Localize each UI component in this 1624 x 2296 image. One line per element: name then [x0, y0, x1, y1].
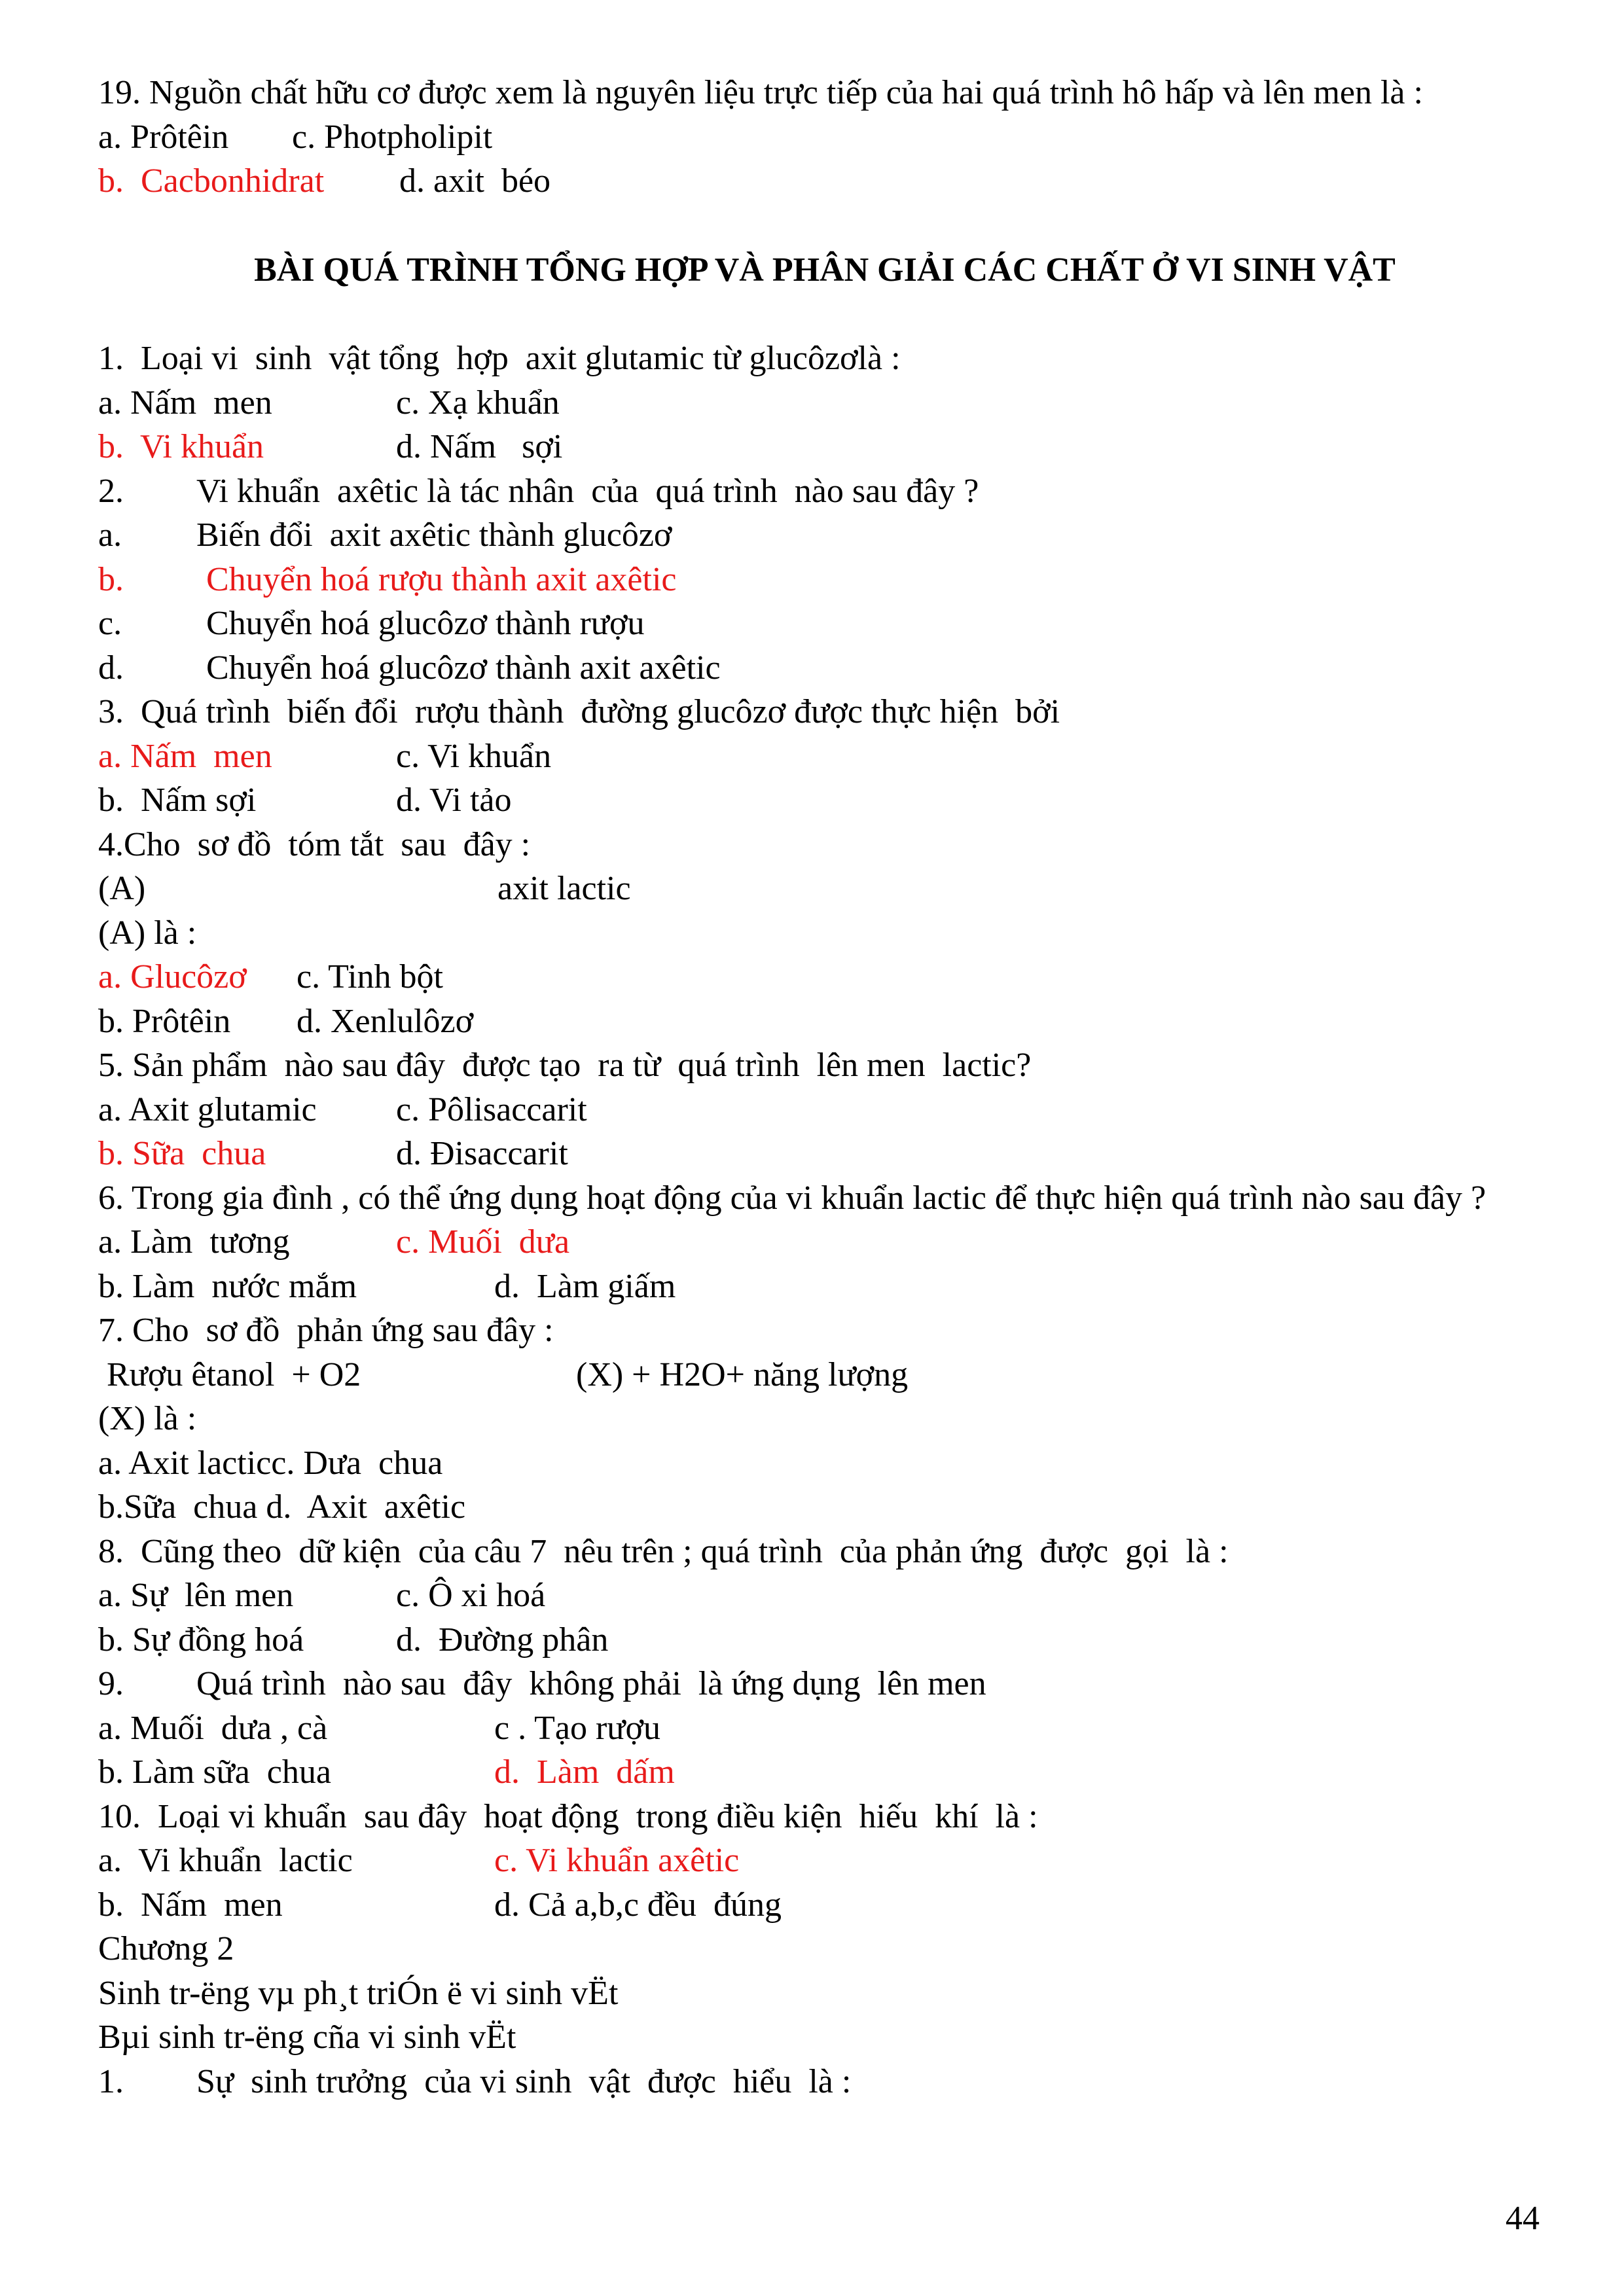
question-2-option-b-correct	[98, 558, 1551, 602]
option-d: d. Đisaccarit	[396, 1135, 568, 1172]
question-10-options-row1	[98, 1839, 1551, 1883]
option-a: a. Vi khuẩn lactic	[98, 1842, 353, 1879]
option-a: a. Làm tương	[98, 1223, 290, 1261]
option-d: d. Xenlulôzơ	[297, 1002, 474, 1040]
option-letter: d.	[98, 649, 124, 687]
chapter-title: Sinh tr-ëng vµ ph¸t triÓn ë vi sinh vËt	[98, 1974, 619, 2012]
option-b: b. Nấm sợi	[98, 781, 257, 819]
question-7-stem: 7. Cho sơ đồ phản ứng sau đây :	[98, 1312, 554, 1349]
option-b: b. Làm sữa chua	[98, 1753, 331, 1791]
question-4-options-row2	[98, 999, 1551, 1044]
option-b-correct: b. Vi khuẩn	[98, 428, 264, 465]
question-text: Vi khuẩn axêtic là tác nhân của quá trình nào sau đây ?	[196, 472, 979, 510]
document-page	[98, 71, 1551, 2104]
question-6-options-row1	[98, 1220, 1551, 1265]
question-5-stem: 5. Sản phẩm nào sau đây được tạo ra từ quá trình lên men lactic?	[98, 1047, 1032, 1084]
option-b: b. Prôtêin	[98, 1002, 231, 1040]
option-c-correct: c. Muối dưa	[396, 1223, 570, 1261]
question-9-stem	[98, 1662, 1551, 1706]
question-number: 2.	[98, 472, 124, 510]
question-2-option-a	[98, 513, 1551, 558]
scheme-left: (A)	[98, 870, 146, 907]
option-c: c. Xạ khuẩn	[396, 384, 560, 422]
option-d: d. Làm giấm	[494, 1267, 676, 1305]
option-d-correct: d. Làm dấm	[494, 1753, 675, 1791]
question-8-stem: 8. Cũng theo dữ kiện của câu 7 nêu trên ; quá trình của phản ứng được gọi là :	[98, 1532, 1229, 1570]
option-c: c . Tạo rượu	[494, 1709, 660, 1747]
option-text: Chuyển hoá glucôzơ thành axit axêtic	[206, 649, 721, 687]
option-a-correct: a. Nấm men	[98, 737, 272, 775]
option-d: d. Đường phân	[396, 1621, 609, 1659]
section-title: BÀI QUÁ TRÌNH TỔNG HỢP VÀ PHÂN GIẢI CÁC CHẤT Ở VI SINH VẬT	[254, 251, 1396, 289]
scheme-left: Rượu êtanol + O2	[98, 1355, 361, 1393]
option-text: Chuyển hoá rượu thành axit axêtic	[206, 560, 677, 598]
question-1-options-row1	[98, 381, 1551, 425]
option-a-correct: a. Glucôzơ	[98, 958, 247, 996]
question-4-ask: (A) là :	[98, 914, 197, 952]
question-19-stem: 19. Nguồn chất hữu cơ được xem là nguyên liệu trực tiếp của hai quá trình hô hấp và lên men là :	[98, 74, 1423, 111]
question-9-options-row1	[98, 1706, 1551, 1751]
option-b-correct: b. Cacbonhidrat	[98, 162, 325, 200]
question-10-options-row2	[98, 1883, 1551, 1928]
question-number: 1.	[98, 2062, 124, 2100]
option-d: d. Vi tảo	[396, 781, 512, 819]
option-text: Chuyển hoá glucôzơ thành rượu	[206, 605, 645, 642]
option-a: a. Nấm men	[98, 384, 272, 422]
question-19-options-row2	[98, 159, 1551, 204]
growth-question-1-stem	[98, 2060, 1551, 2104]
question-19-options-row1	[98, 115, 1551, 160]
option-b: b. Làm nước mắm	[98, 1267, 357, 1305]
question-8-options-row1	[98, 1573, 1551, 1618]
question-5-options-row1	[98, 1088, 1551, 1132]
question-4-stem: 4.Cho sơ đồ tóm tắt sau đây :	[98, 825, 531, 863]
scheme-right: axit lactic	[497, 870, 631, 907]
option-d: d. Nấm sợi	[396, 428, 563, 465]
option-b-correct: b. Sữa chua	[98, 1135, 266, 1172]
question-7-options-row1: a. Axit lacticc. Dưa chua	[98, 1444, 443, 1482]
chapter-heading: Chương 2	[98, 1930, 234, 1967]
question-text: Sự sinh trưởng của vi sinh vật được hiểu là :	[196, 2062, 852, 2100]
question-8-options-row2	[98, 1618, 1551, 1662]
question-2-option-d	[98, 646, 1551, 691]
page-number: 44	[1506, 2200, 1540, 2237]
option-c: c. Ô xi hoá	[396, 1577, 546, 1614]
option-letter: a.	[98, 516, 122, 554]
question-3-options-row1	[98, 734, 1551, 779]
option-a: a. Prôtêin	[98, 118, 229, 156]
question-1-options-row2	[98, 425, 1551, 469]
question-7-scheme	[98, 1353, 1551, 1397]
option-a: a. Sự lên men	[98, 1577, 294, 1614]
option-c-correct: c. Vi khuẩn axêtic	[494, 1842, 740, 1879]
question-7-options-row2: b.Sữa chua d. Axit axêtic	[98, 1488, 466, 1526]
question-5-options-row2	[98, 1132, 1551, 1176]
option-letter: c.	[98, 605, 122, 642]
option-text: Biến đổi axit axêtic thành glucôzơ	[196, 516, 672, 554]
question-10-stem: 10. Loại vi khuẩn sau đây hoạt động trong điều kiện hiếu khí là :	[98, 1797, 1038, 1835]
question-6-stem: 6. Trong gia đình , có thể ứng dụng hoạt động của vi khuẩn lactic để thực hiện quá trình nào sau đây ?	[98, 1179, 1487, 1217]
option-c: c. Photpholipit	[292, 118, 493, 156]
scheme-right: (X) + H2O+ năng lượng	[576, 1355, 909, 1393]
option-d: d. Cả a,b,c đều đúng	[494, 1886, 782, 1924]
question-3-options-row2	[98, 778, 1551, 823]
question-text: Quá trình nào sau đây không phải là ứng dụng lên men	[196, 1665, 986, 1702]
option-c: c. Vi khuẩn	[396, 737, 552, 775]
question-2-option-c	[98, 601, 1551, 646]
option-b: b. Nấm men	[98, 1886, 283, 1924]
question-4-options-row1	[98, 955, 1551, 999]
option-letter: b.	[98, 560, 124, 598]
question-2-stem	[98, 469, 1551, 514]
question-6-options-row2	[98, 1265, 1551, 1309]
question-3-stem: 3. Quá trình biến đổi rượu thành đường glucôzơ được thực hiện bởi	[98, 693, 1060, 730]
option-c: c. Tinh bột	[297, 958, 443, 996]
option-a: a. Muối dưa , cà	[98, 1709, 328, 1747]
option-c: c. Pôlisaccarit	[396, 1090, 587, 1128]
option-b: b. Sự đồng hoá	[98, 1621, 304, 1659]
question-number: 9.	[98, 1665, 124, 1702]
option-d: d. axit béo	[399, 162, 551, 200]
question-1-stem: 1. Loại vi sinh vật tổng hợp axit glutamic từ glucôzơlà :	[98, 340, 901, 377]
question-4-scheme	[98, 867, 1551, 911]
question-9-options-row2	[98, 1750, 1551, 1795]
lesson-title: Bµi sinh tr-ëng cña vi sinh vËt	[98, 2018, 516, 2056]
question-7-ask: (X) là :	[98, 1400, 197, 1437]
option-a: a. Axit glutamic	[98, 1090, 317, 1128]
